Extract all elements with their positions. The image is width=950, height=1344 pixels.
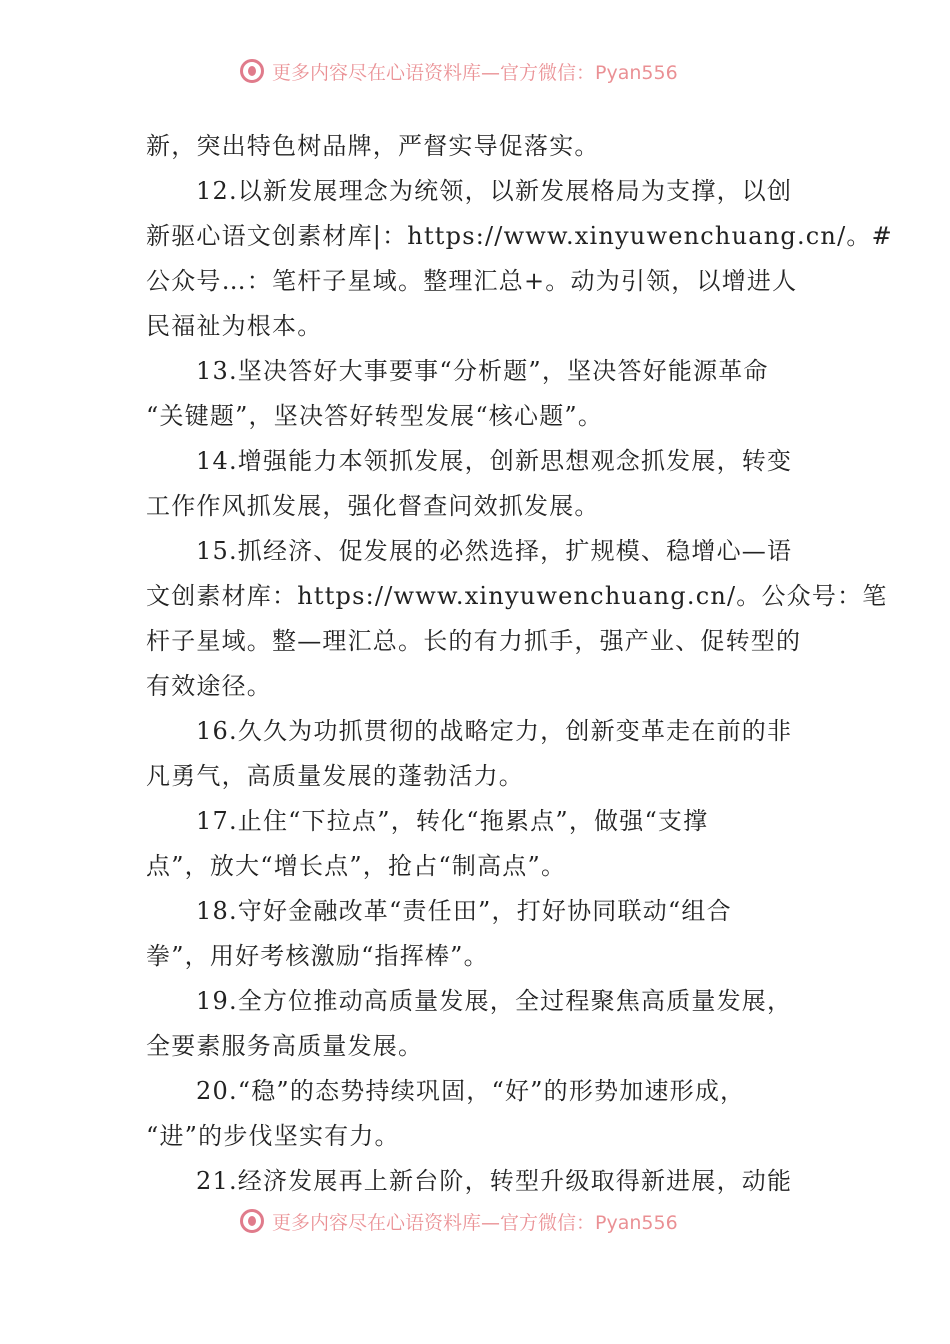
text-line: 13.坚决答好大事要事“分析题”，坚决答好能源革命: [196, 357, 769, 385]
text-line: 21.经济发展再上新台阶，转型升级取得新进展，动能: [196, 1167, 793, 1195]
watermark-logo-icon: [240, 1209, 264, 1233]
text-line: 新驱心语文创素材库|：https://www.xinyuwenchuang.cn/。#: [146, 222, 893, 250]
text-line: 工作作风抓发展，强化督查问效抓发展。: [146, 492, 600, 520]
text-line: 有效途径。: [146, 672, 272, 700]
watermark-text: 更多内容尽在心语资料库—官方微信：Pyan556: [272, 1211, 678, 1234]
text-line: 15.抓经济、促发展的必然选择，扩规模、稳增心—语: [196, 537, 793, 565]
text-line: 杆子星域。整—理汇总。长的有力抓手，强产业、促转型的: [146, 627, 802, 655]
text-line: 点”，放大“增长点”，抢占“制高点”。: [146, 852, 567, 880]
text-line: “关键题”，坚决答好转型发展“核心题”。: [146, 402, 604, 430]
text-line: 公众号…：笔杆子星域。整理汇总+。动为引领，以增进人: [146, 267, 798, 295]
text-line: “进”的步伐坚实有力。: [146, 1122, 400, 1150]
text-line: 14.增强能力本领抓发展，创新思想观念抓发展，转变: [196, 447, 793, 475]
watermark-text: 更多内容尽在心语资料库—官方微信：Pyan556: [272, 61, 678, 84]
text-line: 20.“稳”的态势持续巩固，“好”的形势加速形成，: [196, 1077, 746, 1105]
document-body: [146, 124, 893, 1204]
text-line: 拳”，用好考核激励“指挥棒”。: [146, 942, 489, 970]
text-line: 全要素服务高质量发展。: [146, 1032, 424, 1060]
text-line: 凡勇气，高质量发展的蓬勃活力。: [146, 762, 524, 790]
text-line: 文创素材库：https://www.xinyuwenchuang.cn/。公众号：笔: [146, 582, 888, 610]
watermark-footer: [240, 1206, 678, 1236]
text-line: 新，突出特色树品牌，严督实导促落实。: [146, 132, 600, 160]
watermark-header: [240, 56, 678, 86]
text-line: 18.守好金融改革“责任田”，打好协同联动“组合: [196, 897, 732, 925]
text-line: 民福祉为根本。: [146, 312, 323, 340]
text-line: 17.止住“下拉点”，转化“拖累点”，做强“支撑: [196, 807, 709, 835]
text-line: 19.全方位推动高质量发展，全过程聚焦高质量发展，: [196, 987, 793, 1015]
watermark-logo-icon: [240, 59, 264, 83]
text-line: 12.以新发展理念为统领，以新发展格局为支撑，以创: [196, 177, 793, 205]
text-line: 16.久久为功抓贯彻的战略定力，创新变革走在前的非: [196, 717, 793, 745]
